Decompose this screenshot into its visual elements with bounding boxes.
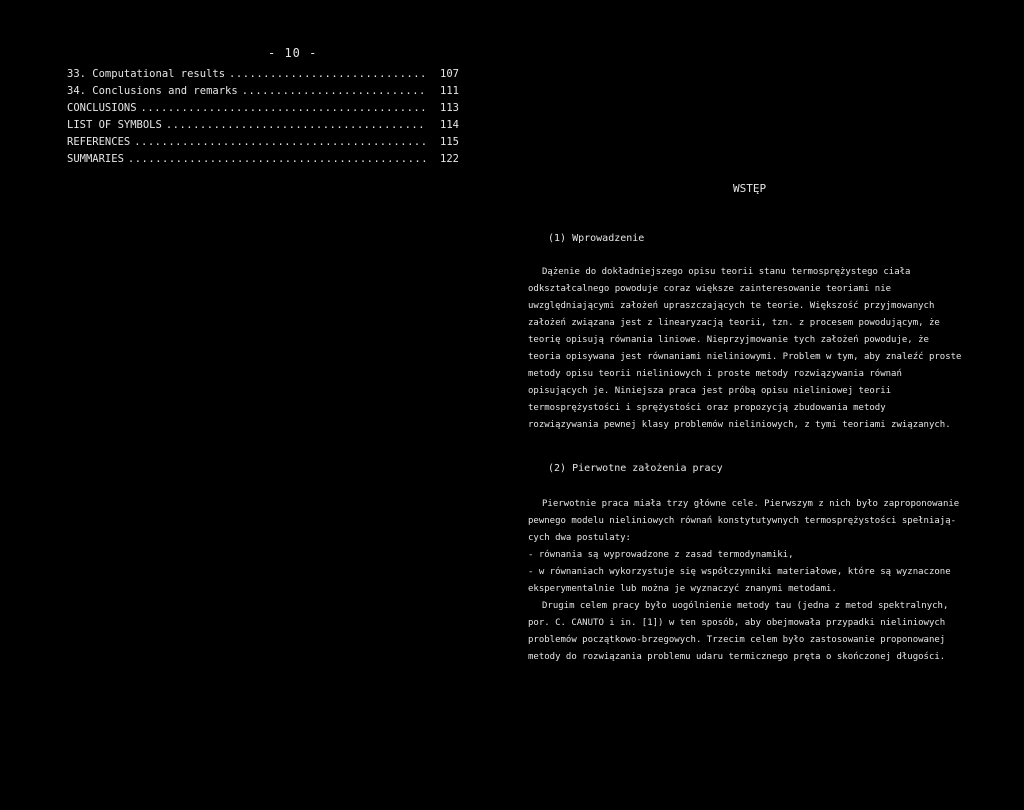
toc-leader-dots: [141, 102, 427, 114]
text-line: Pierwotnie praca miała trzy główne cele. Pierwszym z nich było zaproponowanie: [542, 499, 960, 509]
toc-label: SUMMARIES: [67, 153, 124, 165]
toc-row: [67, 85, 459, 102]
text-line: - w równaniach wykorzystuje się współczynniki materiałowe, które są wyznaczone: [528, 567, 951, 577]
table-of-contents: [67, 68, 459, 170]
toc-leader-dots: [134, 136, 427, 148]
toc-leader-dots: [229, 68, 427, 80]
text-line: odkształcalnego powoduje coraz większe zainteresowanie teoriami nie: [528, 284, 892, 294]
paragraph: [528, 496, 968, 666]
text-line: Dążenie do dokładniejszego opisu teorii stanu termosprężystego ciała: [542, 267, 911, 277]
text-line: teoria opisywana jest równaniami nieliniowymi. Problem w tym, aby znaleźć proste: [528, 352, 962, 362]
text-line: Drugim celem pracy było uogólnienie metody tau (jedna z metod spektralnych,: [542, 601, 949, 611]
toc-page: 114: [440, 119, 459, 131]
text-line: por. C. CANUTO i in. [1]) w ten sposób, aby obejmowała przypadki nieliniowych: [528, 618, 946, 628]
section-title: (1) Wprowadzenie: [548, 233, 645, 244]
toc-row: [67, 102, 459, 119]
toc-page: 115: [440, 136, 459, 148]
toc-page: 107: [440, 68, 459, 80]
toc-leader-dots: [242, 85, 427, 97]
toc-leader-dots: [166, 119, 427, 131]
page-number: - 10 -: [268, 46, 318, 60]
chapter-heading: WSTĘP: [733, 182, 767, 195]
text-line: eksperymentalnie lub można je wyznaczyć znanymi metodami.: [528, 584, 837, 594]
toc-label: CONCLUSIONS: [67, 102, 137, 114]
toc-page: 122: [440, 153, 459, 165]
toc-page: 111: [440, 85, 459, 97]
text-line: rozwiązywania pewnej klasy problemów nieliniowych, z tymi teoriami związanych.: [528, 420, 951, 430]
text-line: cych dwa postulaty:: [528, 533, 631, 543]
toc-row: [67, 136, 459, 153]
toc-label: 33. Computational results: [67, 68, 226, 80]
section-title: (2) Pierwotne założenia pracy: [548, 463, 723, 474]
text-line: problemów początkowo-brzegowych. Trzecim celem było zastosowanie proponowanej: [528, 635, 946, 645]
text-line: pewnego modelu nieliniowych równań konstytutywnych termosprężystości spełniają-: [528, 516, 957, 526]
toc-label: 34. Conclusions and remarks: [67, 85, 238, 97]
text-line: termosprężystości i sprężystości oraz propozycją zbudowania metody: [528, 403, 886, 413]
toc-leader-dots: [128, 153, 427, 165]
paragraph: [528, 264, 968, 434]
text-line: opisujących je. Niniejsza praca jest próbą opisu nieliniowej teorii: [528, 386, 892, 396]
toc-row: [67, 153, 459, 170]
toc-row: [67, 68, 459, 85]
text-line: teorię opisują równania liniowe. Nieprzyjmowanie tych założeń powoduje, że: [528, 335, 929, 345]
text-line: założeń związana jest z linearyzacją teorii, tzn. z procesem powodującym, że: [528, 318, 940, 328]
text-line: metody opisu teorii nieliniowych i proste metody rozwiązywania równań: [528, 369, 902, 379]
toc-row: [67, 119, 459, 136]
text-line: metody do rozwiązania problemu udaru termicznego pręta o skończonej długości.: [528, 652, 946, 662]
toc-page: 113: [440, 102, 459, 114]
toc-label: REFERENCES: [67, 136, 131, 148]
toc-label: LIST OF SYMBOLS: [67, 119, 162, 131]
text-line: uwzględniającymi założeń upraszczających te teorie. Większość przyjmowanych: [528, 301, 935, 311]
text-line: - równania są wyprowadzone z zasad termodynamiki,: [528, 550, 794, 560]
